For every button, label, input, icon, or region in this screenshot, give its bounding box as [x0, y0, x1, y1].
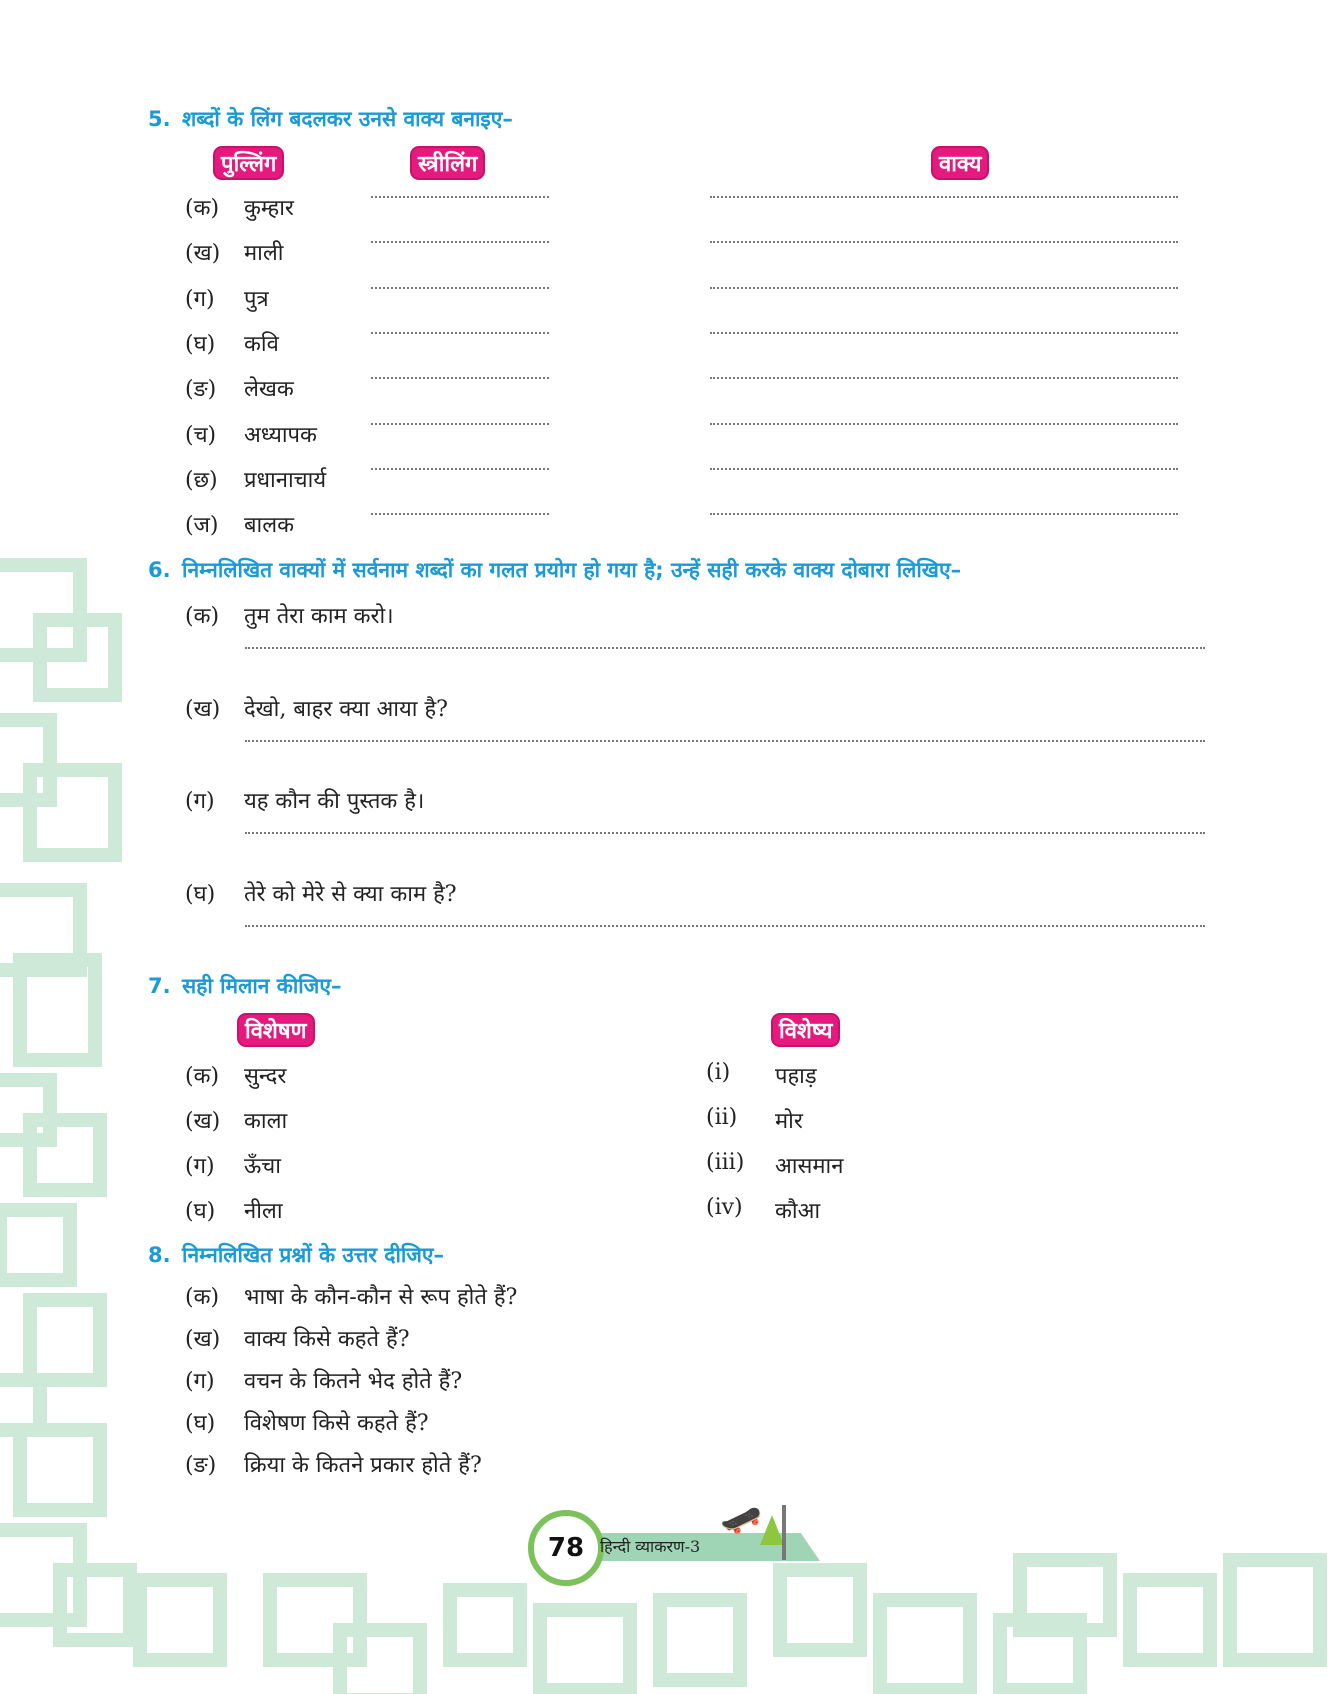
q7-right-word: मोर [775, 1109, 803, 1134]
q7-right-word: पहाड़ [775, 1064, 817, 1089]
q7-left-label: (क) [185, 1064, 220, 1089]
q8-item-label: (क) [185, 1285, 220, 1310]
q8-question: क्रिया के कितने प्रकार होते हैं? [244, 1453, 482, 1478]
q5-header-masculine: पुल्लिंग [215, 148, 282, 178]
q6-item-sentence: तुम तेरा काम करो। [244, 604, 394, 629]
q5-feminine-answer-line[interactable] [371, 196, 549, 198]
q6-item-label: (ग) [185, 789, 215, 814]
q6-answer-line[interactable] [245, 647, 1205, 649]
tree-icon [760, 1515, 784, 1545]
q5-item-word: लेखक [244, 377, 294, 403]
q5-sentence-answer-line[interactable] [710, 287, 1178, 289]
q8-item-label: (ख) [185, 1327, 221, 1352]
q5-item-word: पुत्र [244, 286, 269, 312]
q7-right-label: (ii) [706, 1105, 738, 1130]
q7-header-adjective: विशेषण [239, 1015, 313, 1045]
q7-left-label: (ख) [185, 1109, 221, 1134]
q5-sentence-answer-line[interactable] [710, 377, 1178, 379]
q8-question: भाषा के कौन-कौन से रूप होते हैं? [244, 1285, 518, 1310]
q5-item-word: कुम्हार [244, 196, 294, 221]
q6-item-sentence: तेरे को मेरे से क्या काम है? [244, 881, 457, 907]
q8-heading: 8. निम्नलिखित प्रश्नों के उत्तर दीजिए– [148, 1243, 445, 1267]
q7-left-word: नीला [244, 1199, 283, 1224]
lamp-post-icon [782, 1505, 786, 1560]
q5-sentence-answer-line[interactable] [710, 513, 1178, 515]
page-number: 78 [528, 1510, 604, 1586]
q6-item-sentence: देखो, बाहर क्या आया है? [244, 696, 448, 722]
q5-feminine-answer-line[interactable] [371, 513, 549, 515]
q5-sentence-answer-line[interactable] [710, 468, 1178, 470]
q5-feminine-answer-line[interactable] [371, 468, 549, 470]
q6-heading: 6. निम्नलिखित वाक्यों में सर्वनाम शब्दों का गलत प्रयोग हो गया है; उन्हें सही करके वाक्य दोबारा लिखिए– [148, 558, 962, 582]
q5-header-sentence: वाक्य [933, 148, 987, 178]
q5-item-word: प्रधानाचार्य [244, 467, 327, 493]
q5-item-label: (च) [185, 422, 217, 448]
q6-item-label: (ख) [185, 696, 221, 722]
q5-item-label: (छ) [185, 467, 218, 493]
q6-answer-line[interactable] [245, 925, 1205, 927]
q5-sentence-answer-line[interactable] [710, 196, 1178, 198]
q5-item-label: (ख) [185, 241, 221, 267]
q7-right-label: (i) [706, 1060, 731, 1085]
q8-question: विशेषण किसे कहते हैं? [244, 1411, 429, 1436]
q5-feminine-answer-line[interactable] [371, 241, 549, 243]
q5-feminine-answer-line[interactable] [371, 287, 549, 289]
q8-item-label: (घ) [185, 1411, 216, 1436]
q5-item-word: बालक [244, 513, 295, 539]
q7-left-label: (ग) [185, 1154, 215, 1179]
q7-right-label: (iii) [706, 1150, 745, 1175]
q6-item-label: (क) [185, 604, 220, 629]
q7-left-word: सुन्दर [244, 1064, 287, 1089]
q5-item-word: अध्यापक [244, 422, 317, 448]
q7-left-label: (घ) [185, 1199, 216, 1224]
q6-item-sentence: यह कौन की पुस्तक है। [244, 789, 425, 814]
q5-item-label: (घ) [185, 331, 216, 357]
q5-sentence-answer-line[interactable] [710, 332, 1178, 334]
book-title: हिन्दी व्याकरण-3 [600, 1537, 701, 1556]
q5-item-label: (ग) [185, 286, 215, 312]
q6-item-label: (घ) [185, 881, 216, 907]
q8-item-label: (ङ) [185, 1453, 217, 1478]
q5-feminine-answer-line[interactable] [371, 332, 549, 334]
q7-right-word: आसमान [775, 1154, 844, 1179]
q6-answer-line[interactable] [245, 832, 1205, 834]
q5-item-label: (ज) [185, 513, 219, 539]
q5-item-word: कवि [244, 331, 279, 357]
q5-sentence-answer-line[interactable] [710, 423, 1178, 425]
q8-question: वचन के कितने भेद होते हैं? [244, 1369, 463, 1394]
q5-header-feminine: स्त्रीलिंग [412, 148, 483, 178]
q7-right-label: (iv) [706, 1195, 743, 1220]
q8-item-label: (ग) [185, 1369, 215, 1394]
q5-feminine-answer-line[interactable] [371, 377, 549, 379]
q7-right-word: कौआ [775, 1199, 821, 1224]
q5-item-label: (ङ) [185, 377, 217, 403]
q7-left-word: काला [244, 1109, 288, 1134]
q7-header-noun: विशेष्य [773, 1015, 838, 1045]
q5-sentence-answer-line[interactable] [710, 241, 1178, 243]
skateboard-boy-icon: 🛹 [720, 1500, 763, 1540]
q6-answer-line[interactable] [245, 740, 1205, 742]
q7-left-word: ऊँचा [244, 1154, 281, 1179]
q5-item-label: (क) [185, 196, 220, 221]
q5-heading: 5. शब्दों के लिंग बदलकर उनसे वाक्य बनाइए– [148, 107, 513, 131]
q8-question: वाक्य किसे कहते हैं? [244, 1327, 410, 1352]
q5-item-word: माली [244, 241, 284, 267]
q7-heading: 7. सही मिलान कीजिए– [148, 974, 342, 998]
q5-feminine-answer-line[interactable] [371, 423, 549, 425]
